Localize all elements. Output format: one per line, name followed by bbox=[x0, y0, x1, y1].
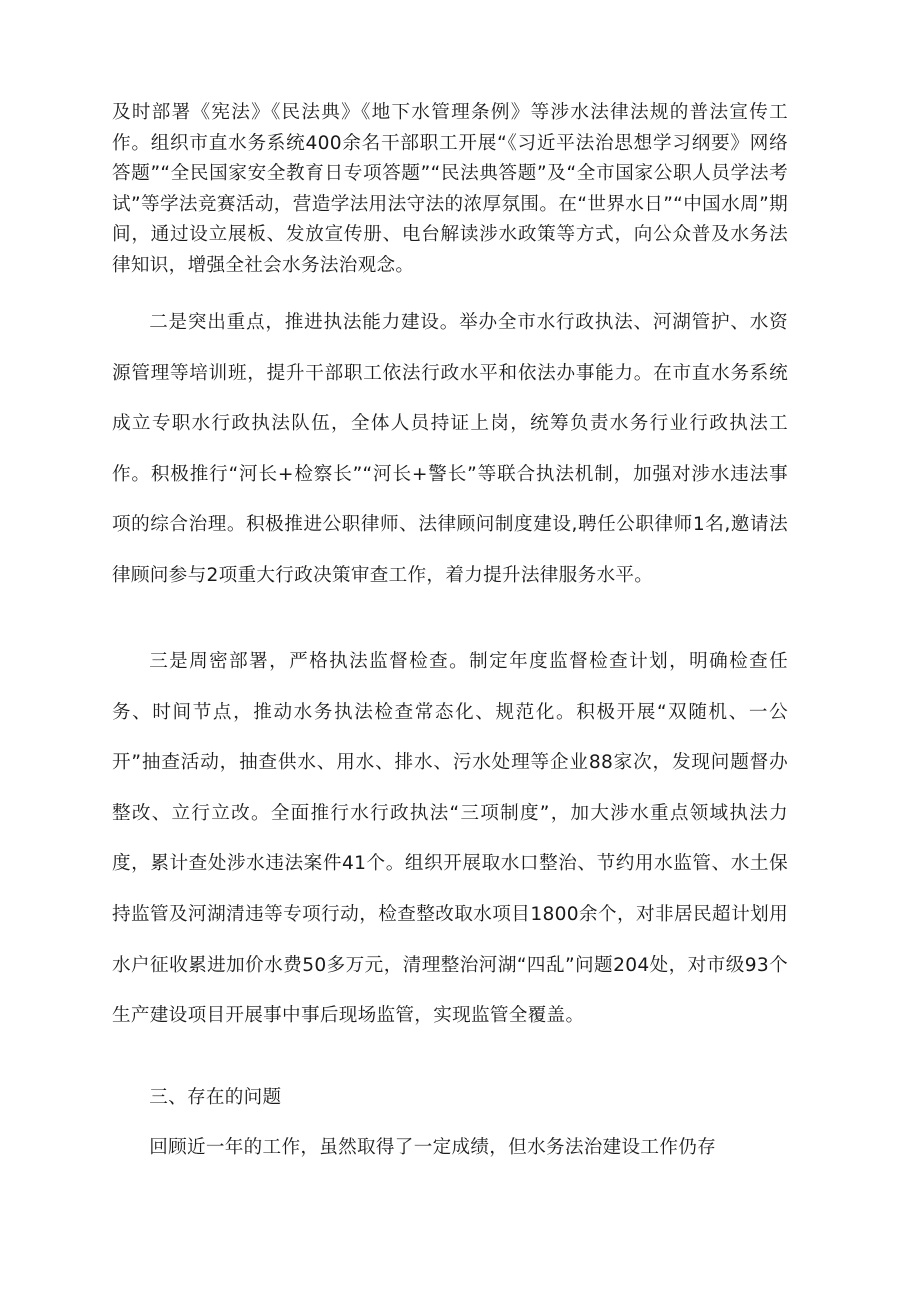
section-heading-existing-problems: 三、存在的问题 bbox=[149, 1087, 282, 1108]
paragraph-enforcement-supervision: 三是周密部署，严格执法监督检查。制定年度监督检查计划，明确检查任务、时间节点，推动水务执法检查常态化、规范化。积极开展“双随机、一公开”抽查活动，抽查供水、用水、排水、污水处理等企业88家次，发现问题督办整改、立行立改。全面推行水行政执法“三项制度”，加大涉水重点领域执法力度，累计查处涉水违法案件41个。组织开展取水口整治、节约用水监管、水土保持监管及河湖清违等专项行动，检查整改取水项目1800余个，对非居民超计划用水户征收累进加价水费50多万元，清理整治河湖“四乱”问题204处，对市级93个生产建设项目开展事中事后现场监管，实现监管全覆盖。 bbox=[112, 651, 788, 1027]
paragraph-enforcement-capacity: 二是突出重点，推进执法能力建设。举办全市水行政执法、河湖管护、水资源管理等培训班，提升干部职工依法行政水平和依法办事能力。在市直水务系统成立专职水行政执法队伍，全体人员持证上岗，统筹负责水务行业行政执法工作。积极推行“河长+检察长”“河长+警长”等联合执法机制，加强对涉水违法事项的综合治理。积极推进公职律师、法律顾问制度建设,聘任公职律师1名,邀请法律顾问参与2项重大行政决策审查工作，着力提升法律服务水平。 bbox=[112, 312, 788, 586]
paragraph-legal-publicity: 及时部署《宪法》《民法典》《地下水管理条例》等涉水法律法规的普法宣传工作。组织市直水务系统400余名干部职工开展“《习近平法治思想学习纲要》网络答题”“全民国家安全教育日专项答题”“民法典答题”及“全市国家公职人员学法考试”等学法竞赛活动，营造学法用法守法的浓厚氛围。在“世界水日”“中国水周”期间，通过设立展板、发放宣传册、电台解读涉水政策等方式，向公众普及水务法律知识，增强全社会水务法治观念。 bbox=[112, 102, 788, 276]
paragraph-review: 回顾近一年的工作，虽然取得了一定成绩，但水务法治建设工作仍存 bbox=[149, 1137, 717, 1158]
